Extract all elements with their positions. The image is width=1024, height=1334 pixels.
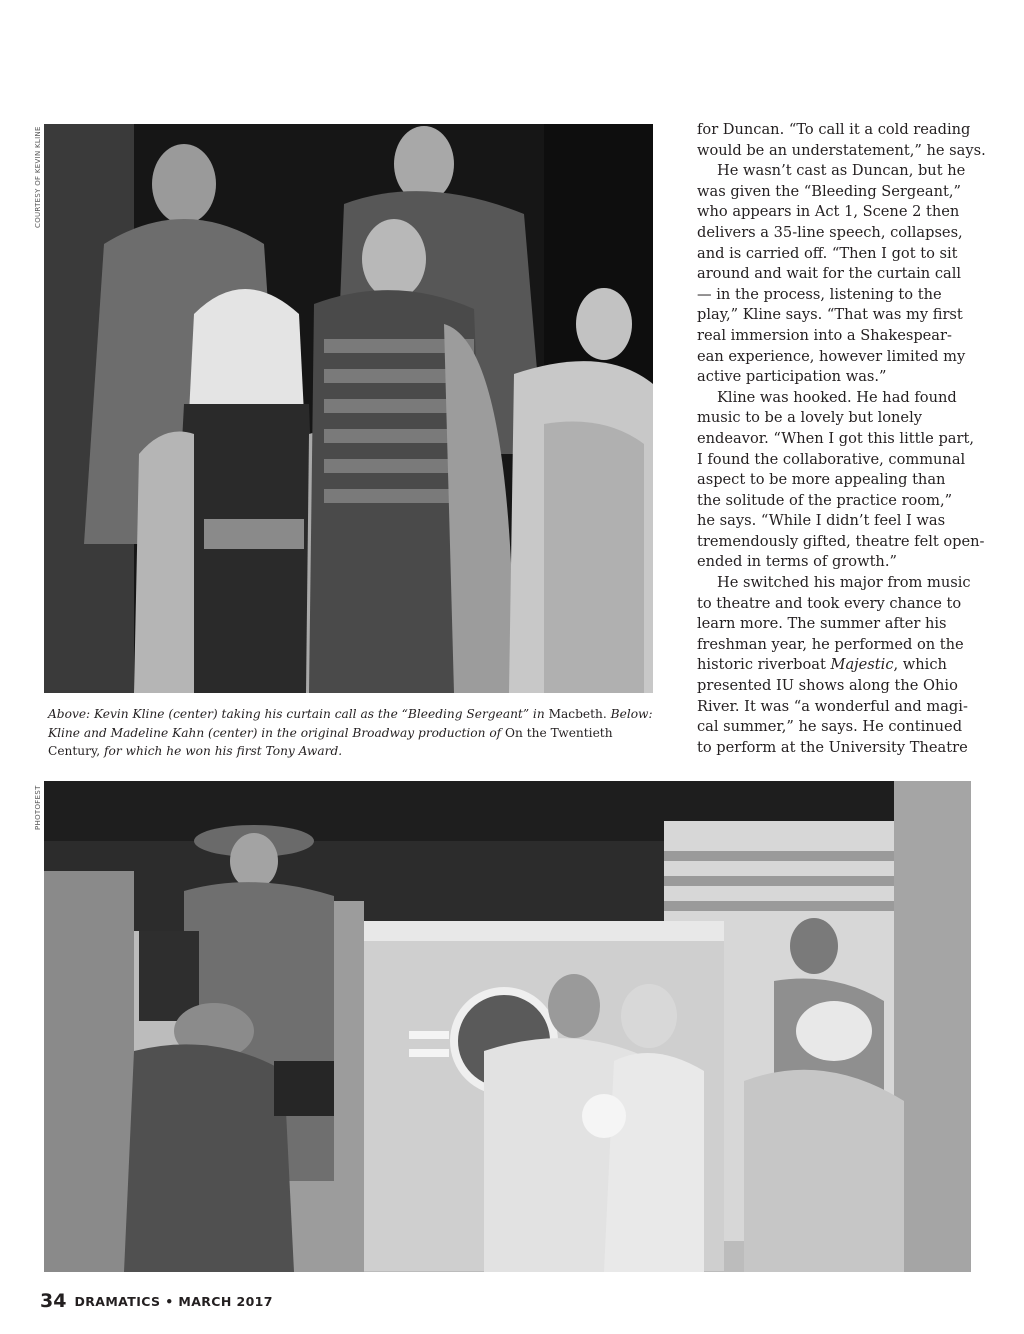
article-line-text: real immersion into a Shakespear- [697,326,952,344]
article-line-text: learn more. The summer after his [697,615,947,633]
article-line [697,408,987,429]
article-line-text: for Duncan. “To call it a cold reading [697,121,971,138]
article-line [697,120,987,141]
caption-part: Above: Kevin Kline (center) taking his curtain call as the “Bleeding Sergeant” in [48,707,549,721]
macbeth-curtain-call-photo [44,124,653,693]
article-line-text: around and wait for the curtain call [697,265,962,283]
article-line [697,573,987,594]
article-line [697,141,987,162]
article-line-text: historic riverboat [697,656,831,674]
caption-part: Below: Kline and Madeline Kahn (center) in the original Broadway production of [48,707,653,740]
article-line-text: Kline was hooked. He had found [717,388,957,406]
page-footer [40,1290,273,1312]
article-line-text: , which [893,656,947,674]
article-line-text: — in the process, listening to the [697,285,942,303]
article-line-text: active participation was.” [697,368,887,386]
article-line [697,470,987,491]
article-line-text: ean experience, however limited my [697,347,966,365]
twentieth-century-production-photo [44,781,971,1272]
photo-credit-top: COURTESY OF KEVIN KLINE [34,126,42,228]
article-line-text: cal summer,” he says. He continued [697,718,963,736]
article-line-text: the solitude of the practice room,” [697,491,953,509]
caption-title-twentieth-century: On the Twentieth Century, [48,725,613,758]
article-line [697,738,987,759]
article-line [697,347,987,368]
article-line [697,264,987,285]
article-line [697,326,987,347]
article-line [697,429,987,450]
article-line-text: would be an understatement,” he says. [697,141,986,159]
article-line-text: music to be a lovely but lonely [697,409,922,427]
article-line-emphasis: Majestic [830,656,894,674]
magazine-issue: DRAMATICS • MARCH 2017 [74,1294,273,1309]
article-line-text: to perform at the University Theatre [697,738,968,756]
article-line [697,511,987,532]
article-line [697,491,987,512]
article-line-text: I found the collaborative, communal [697,450,966,468]
photo-caption [48,705,653,761]
article-line-text: to theatre and took every chance to [697,594,962,612]
article-line [697,594,987,615]
article-line [697,717,987,738]
caption-part: for which he won his first Tony Award. [100,744,343,758]
article-line [697,614,987,635]
article-line [697,450,987,471]
article-line [697,161,987,182]
article-line-text: aspect to be more appealing than [697,471,946,489]
article-line [697,635,987,656]
article-line [697,697,987,718]
article-line-text: River. It was “a wonderful and magi- [697,697,968,715]
article-line-text: He switched his major from music [717,574,971,592]
article-line-text: was given the “Bleeding Sergeant,” [697,182,961,200]
article-line-text: freshman year, he performed on the [697,635,964,653]
article-line-text: and is carried off. “Then I got to sit [697,244,958,262]
article-line-text: play,” Kline says. “That was my first [697,306,963,324]
article-line [697,202,987,223]
article-text-column [697,120,987,758]
article-line-text: who appears in Act 1, Scene 2 then [697,203,960,221]
article-line [697,182,987,203]
article-line [697,655,987,676]
article-line-text: endeavor. “When I got this little part, [697,429,974,447]
article-line-text: ended in terms of growth.” [697,553,897,571]
article-line-text: tremendously gifted, theatre felt open- [697,532,985,550]
article-line-text: presented IU shows along the Ohio [697,677,958,695]
article-line [697,388,987,409]
article-line [697,285,987,306]
article-line-text: he says. “While I didn’t feel I was [697,512,946,530]
article-line [697,676,987,697]
page-number: 34 [40,1290,67,1312]
article-line [697,223,987,244]
article-line-text: delivers a 35-line speech, collapses, [697,223,963,241]
article-line [697,532,987,553]
caption-title-macbeth: Macbeth. [548,707,607,721]
article-line [697,305,987,326]
article-line [697,552,987,573]
photo-credit-bottom: PHOTOFEST [34,785,42,830]
article-line [697,367,987,388]
article-line-text: He wasn’t cast as Duncan, but he [717,162,966,180]
article-line [697,244,987,265]
